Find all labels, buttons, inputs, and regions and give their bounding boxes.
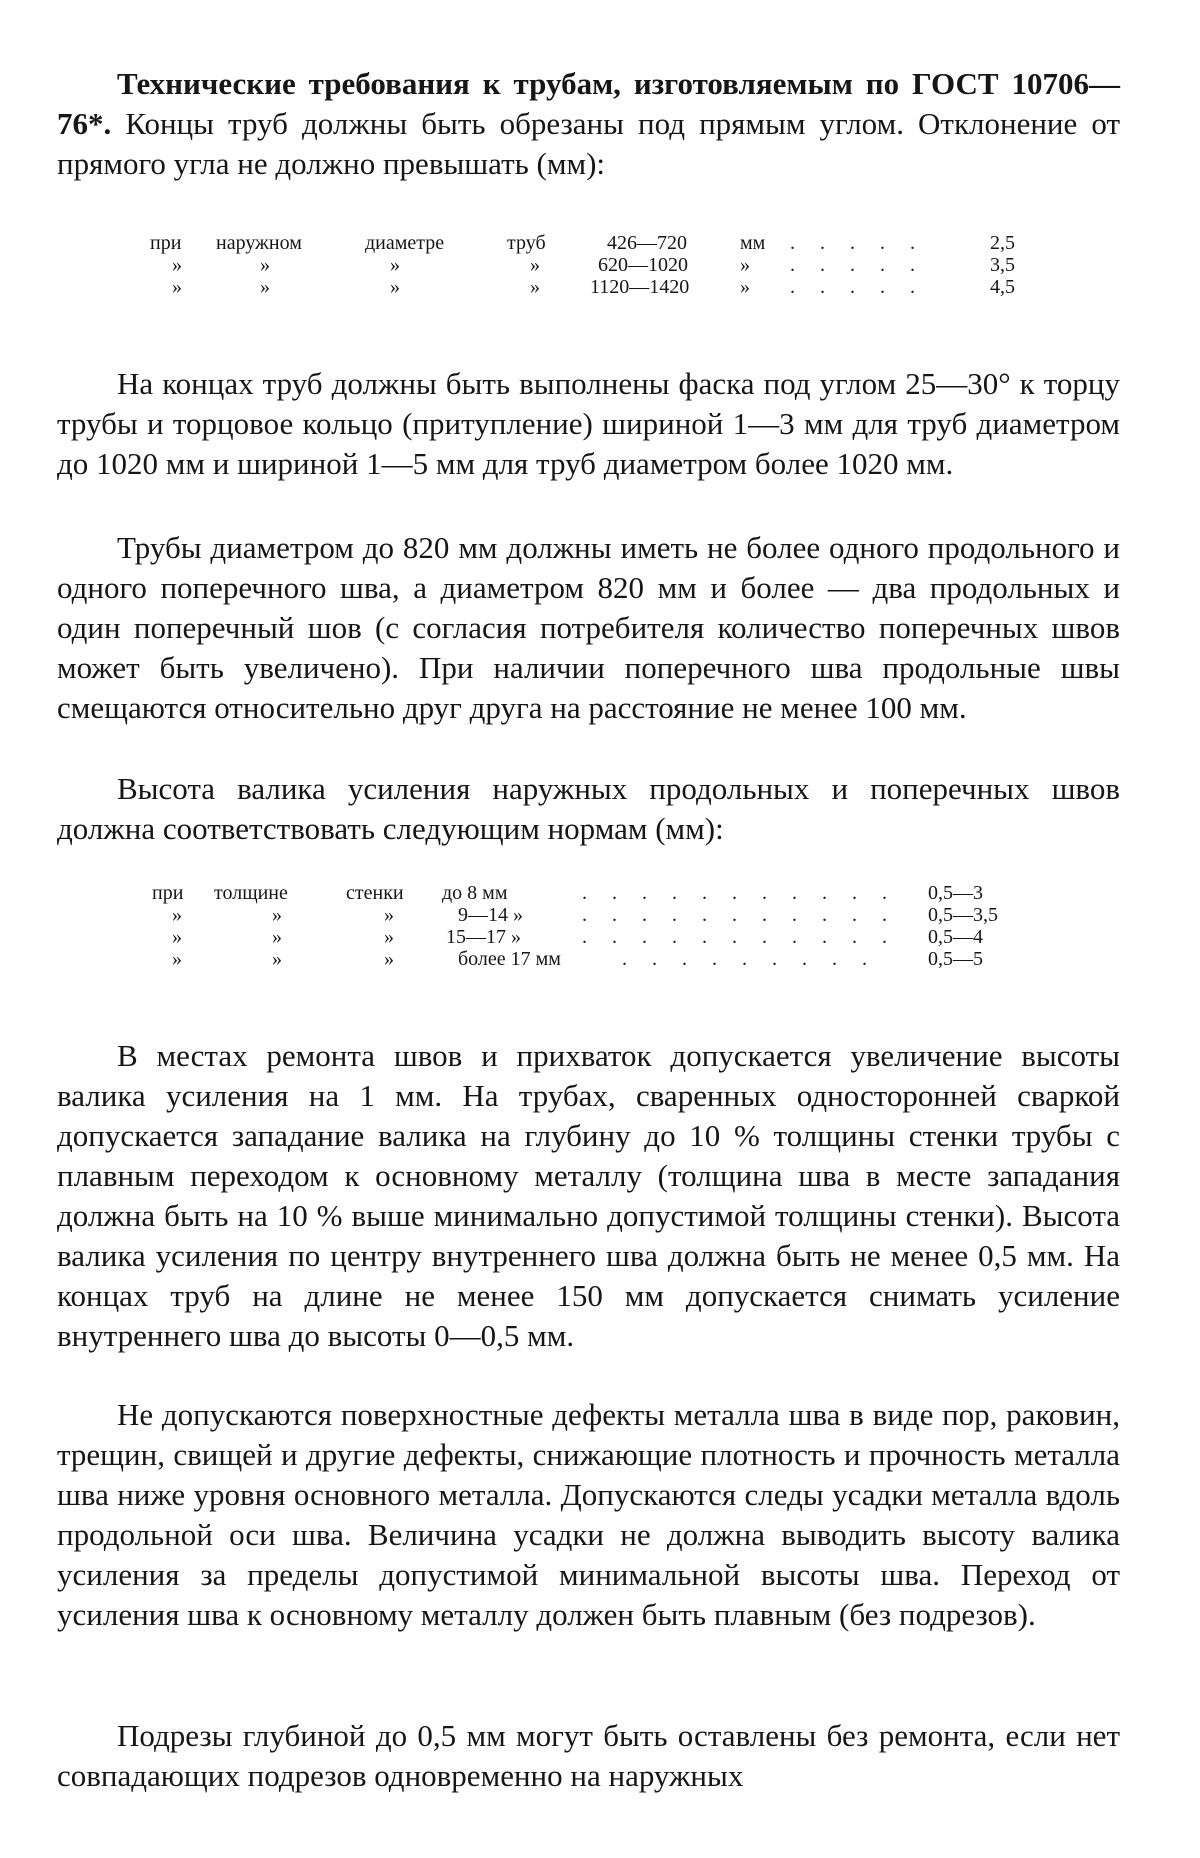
table-cell: при	[152, 882, 184, 904]
weld-height-table	[152, 882, 1052, 970]
paragraph-undercuts: Подрезы глубиной до 0,5 мм могут быть оставлены без ремонта, если нет совпадающих подрезов одновременно на наружных	[57, 1718, 1120, 1793]
table-value: 0,5—5	[928, 948, 983, 970]
leader-dots: . . . . . . . . . . .	[582, 904, 897, 926]
table-row	[150, 276, 1040, 298]
leader-dots: . . . . . . . . .	[622, 948, 877, 970]
leader-dots: . . . . .	[790, 232, 925, 254]
table-value: 0,5—4	[928, 926, 983, 948]
table-cell: »	[384, 926, 394, 948]
table-row	[152, 904, 1052, 926]
table-cell: »	[260, 276, 270, 298]
table-cell: »	[272, 948, 282, 970]
table-cell: наружном	[216, 232, 302, 254]
table-cell: »	[530, 276, 540, 298]
table-cell: »	[272, 926, 282, 948]
table-cell: при	[150, 232, 182, 254]
table-cell: 9—14 »	[458, 904, 523, 926]
table-cell: труб	[507, 232, 546, 254]
table-cell: »	[172, 948, 182, 970]
table-value: 0,5—3	[928, 882, 983, 904]
table-cell: до 8 мм	[442, 882, 508, 904]
table-cell: »	[172, 276, 182, 298]
paragraph-repair: В местах ремонта швов и прихваток допускается увеличение высоты валика усиления на 1 мм. На трубах, сваренных односторонней сваркой допускается западание валика на глубину до 10 % толщины стенки трубы с плавным переходом к основному металлу (толщина шва в месте западания должна быть на 10 % выше минимально допустимой толщины стенки). Высота валика усиления по центру внутреннего шва должна быть не менее 0,5 мм. На концах труб на длине не менее 150 мм допускается снимать усиление внутреннего шва до высоты 0—0,5 мм.	[57, 1038, 1120, 1353]
table-cell: 1120—1420	[590, 276, 690, 298]
table-value: 3,5	[990, 254, 1015, 276]
paragraph-defects: Не допускаются поверхностные дефекты металла шва в виде пор, раковин, трещин, свищей и другие дефекты, снижающие плотность и прочность металла шва ниже уровня основного металла. Допускаются следы усадки металла вдоль продольной оси шва. Величина усадки не должна выводить высоту валика усиления за пределы допустимой минимальной высоты шва. Переход от усиления шва к основному металлу должен быть плавным (без подрезов).	[57, 1397, 1120, 1632]
table-cell: стенки	[346, 882, 404, 904]
table-cell: 620—1020	[598, 254, 688, 276]
table-row	[150, 232, 1040, 254]
table-cell: 15—17 »	[446, 926, 521, 948]
table-row	[152, 948, 1052, 970]
paragraph-seams: Трубы диаметром до 820 мм должны иметь не более одного продольного и одного поперечного шва, а диаметром 820 мм и более — два продольных и один поперечный шов (с согласия потребителя количество поперечных швов может быть увеличено). При наличии поперечного шва продольные швы смещаются относительно друг друга на расстояние не менее 100 мм.	[57, 530, 1120, 725]
table-value: 2,5	[990, 232, 1015, 254]
table-cell: 426—720	[607, 232, 687, 254]
leader-dots: . . . . . . . . . . .	[582, 926, 897, 948]
table-cell: »	[172, 254, 182, 276]
table-cell: »	[384, 904, 394, 926]
paragraph-text: Концы труб должны быть обрезаны под прямым углом. Отклонение от прямого угла не должно превышать (мм):	[57, 106, 1120, 181]
leader-dots: . . . . .	[790, 276, 925, 298]
end-angle-table	[150, 232, 1040, 298]
table-value: 4,5	[990, 276, 1015, 298]
leader-dots: . . . . .	[790, 254, 925, 276]
table-cell: »	[172, 926, 182, 948]
table-row	[152, 882, 1052, 904]
table-row	[152, 926, 1052, 948]
paragraph-chamfer: На концах труб должны быть выполнены фаска под углом 25—30° к торцу трубы и торцовое кольцо (притупление) шириной 1—3 мм для труб диаметром до 1020 мм и шириной 1—5 мм для труб диаметром более 1020 мм.	[57, 366, 1120, 481]
table-cell: диаметре	[365, 232, 445, 254]
table-cell: »	[384, 948, 394, 970]
leader-dots: . . . . . . . . . . .	[582, 882, 897, 904]
paragraph-lead: Технические требования к трубам, изготовляемым по ГОСТ 10706—76*.	[57, 66, 1120, 141]
table-cell: »	[740, 254, 750, 276]
table-cell: »	[172, 904, 182, 926]
paragraph-weld-height: Высота валика усиления наружных продольных и поперечных швов должна соответствовать следующим нормам (мм):	[57, 771, 1120, 846]
table-cell: »	[390, 276, 400, 298]
paragraph-intro	[57, 64, 1120, 184]
table-cell: »	[530, 254, 540, 276]
table-cell: толщине	[214, 882, 288, 904]
table-cell: »	[740, 276, 750, 298]
table-cell: »	[260, 254, 270, 276]
table-cell: мм	[740, 232, 766, 254]
table-cell: »	[272, 904, 282, 926]
table-row	[150, 254, 1040, 276]
table-value: 0,5—3,5	[928, 904, 998, 926]
table-cell: »	[390, 254, 400, 276]
table-cell: более 17 мм	[458, 948, 561, 970]
